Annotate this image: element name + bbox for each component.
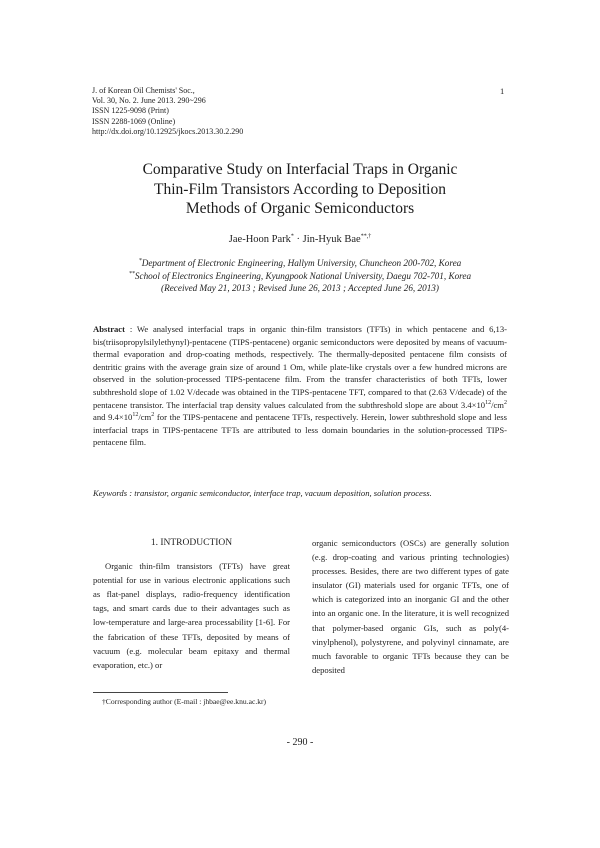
title-line: Methods of Organic Semiconductors [185,200,415,217]
exponent: 12 [132,412,139,419]
affiliation-line [70,270,530,283]
exponent: 2 [151,412,155,419]
doi-link[interactable]: http://dx.doi.org/10.12925/jkocs.2013.30.2.290 [92,126,244,136]
affiliation-mark: ** [128,270,135,277]
journal-name: J. of Korean Oil Chemists' Soc., [92,86,195,95]
author-list [90,234,510,245]
left-column [93,536,290,672]
abstract [93,323,507,449]
top-page-number: 1 [500,86,505,96]
abstract-text: , while plate-like crystals over a few hundred microns are observed in the solution-processed TIPS-pentacene film. From the transfer characteristics of both TFTs, lower subthreshold slope of 1.02 V/decade was obtained in the TIPS-pentacene TFT, compared to that (2.63 V/decade) of the pentacene transistor. The interfacial trap density values calculated from the subthreshold slope are about 3.4×10 [93,361,507,410]
abstract-unit: Οm [290,361,303,372]
affiliation-text: School of Electronics Engineering, Kyungpook National University, Daegu 702-701, Korea [134,270,472,281]
author-separator: · [293,234,303,245]
volume-info: Vol. 30, No. 2. June 2013. 290~296 [92,96,206,106]
received-dates: (Received May 21, 2013 ; Revised June 26, 2013 ; Accepted June 26, 2013) [161,283,439,294]
abstract-text: /cm [491,399,504,410]
author-mark: * [290,233,294,240]
corresponding-author-footnote: †Corresponding author (E-mail : jhbae@ee.knu.ac.kr) [102,697,267,706]
abstract-text: for the TIPS-pentacene and pentacene TFTs, respectively. Herein, lower subthreshold slope and less interfacial traps in TIPS-pentacene TFTs are attributed to less domain boundaries in the solution-processed TIPS-pentacene film. [93,412,507,448]
body-paragraph: Organic thin-film transistors (TFTs) have great potential for use in various electronic applications such as flat-panel displays, radio-frequency identification tags, and smart cards due to their advantages such as low-temperature and large-area processability [1-6]. For the fabrication of these TFTs, deposited by means of vacuum (e.g. molecular beam epitaxy and thermal evaporation, etc.) or [93,561,290,670]
affiliations [70,257,530,295]
right-column [312,536,509,677]
keywords: Keywords : transistor, organic semiconductor, interface trap, vacuum deposition, solution process. [93,488,432,498]
journal-header [92,86,512,137]
abstract-text: and 9.4×10 [93,412,133,423]
exponent: 12 [485,399,492,406]
author-mark: **,† [360,233,372,240]
section-heading: 1. INTRODUCTION [150,538,233,548]
abstract-text: /cm [138,412,152,423]
exponent: 2 [504,399,507,406]
issn-print: ISSN 1225-9098 (Print) [92,106,169,116]
abstract-label: Abstract [93,324,125,334]
body-paragraph: organic semiconductors (OSCs) are generally solution (e.g. drop-coating and various printing technologies) processes. Besides, there are two different types of gate insulator (GI) materials used for organic TFTs, one of which is categorized into an inorganic GI and the other into an organic one. In the literature, it is well recognized that polymer-based organic GIs, such as poly(4-vinylphenol), polystyrene, and polyvinyl cinnamate, are much favorable to organic TFTs because they can be deposited [312,538,509,675]
paper-title [90,160,510,219]
author-name: Jae-Hoon Park [228,234,291,245]
affiliation-line [70,257,530,270]
title-line: Comparative Study on Interfacial Traps in Organic [142,161,458,178]
affiliation-mark: * [138,257,142,264]
affiliation-text: Department of Electronic Engineering, Hallym University, Chuncheon 200-702, Korea [141,258,462,268]
author-name: Jin-Hyuk Bae [302,234,361,245]
title-line: Thin-Film Transistors According to Deposition [154,180,446,198]
issn-online: ISSN 2288-1069 (Online) [92,116,176,126]
abstract-text: : We analysed interfacial traps in organic thin-film transistors (TFTs) in which pentacene and 6,13-bis(triisopropylsilylethynyl)-pentacene (TIPS-pentacene) organic semiconductors were deposited by means of vacuum-thermal evaporation and drop-coating methods, respectively. The thermally-deposited pentacene film consists of dentritic grains with the average grain size of around 1 [93,324,507,372]
footnote-divider [93,692,228,693]
page-number: - 290 - [286,737,314,748]
